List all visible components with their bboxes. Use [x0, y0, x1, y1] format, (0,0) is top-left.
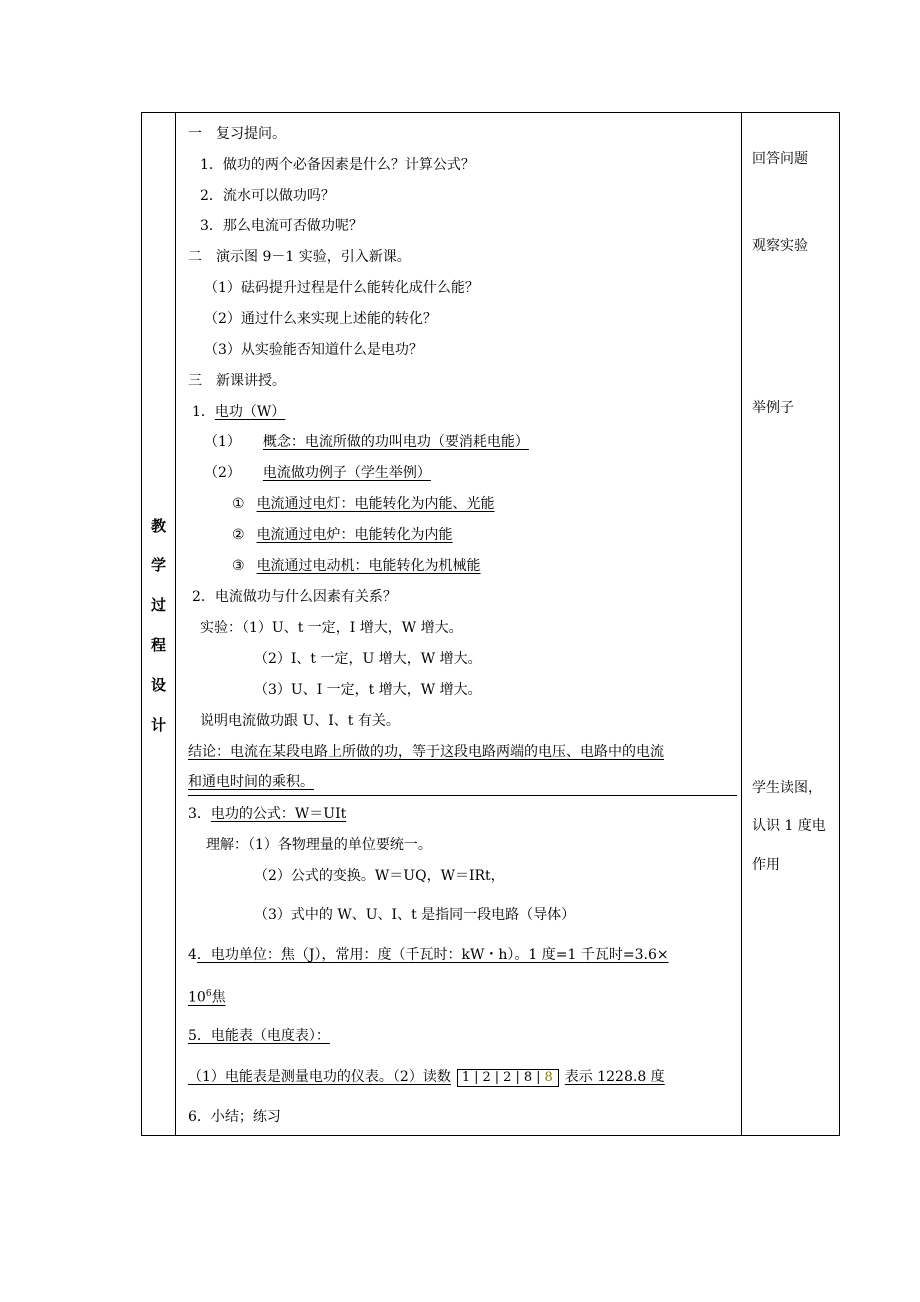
review-title: 一 复习提问。	[188, 126, 286, 142]
formula-text: 电功的公式：W＝UIt	[210, 806, 347, 822]
demo-title: 二 演示图 9－1 实验，引入新课。	[188, 249, 411, 265]
meter-separator: |	[494, 1070, 501, 1085]
point-4-line-1	[188, 946, 669, 964]
experiment-label: 实验：	[200, 620, 242, 636]
experiment-2: （2）I、t 一定，U 增大，W 增大。	[254, 651, 482, 667]
understanding-label: 理解：	[206, 837, 248, 853]
conclusion-line-1: 结论：电流在某段电路上所做的功，等于这段电路两端的电压、电路中的电流	[188, 744, 664, 760]
point-5-title: 5．电能表（电度表）：	[188, 1028, 330, 1044]
point-3	[188, 805, 346, 823]
meter-reading-box	[457, 1069, 559, 1087]
explanation: 说明电流做功跟 U、I、t 有关。	[200, 713, 400, 729]
example-3	[232, 557, 481, 575]
demo-question-1: （1）砝码提升过程是什么能转化成什么能？	[204, 280, 479, 296]
understanding-1	[206, 836, 432, 854]
meter-separator: |	[515, 1070, 521, 1085]
point-1	[192, 403, 285, 421]
demo-question-3: （3）从实验能否知道什么是电功？	[204, 342, 423, 358]
review-question-3: 3．那么电流可否做功呢？	[200, 218, 363, 234]
example-text: 电流通过电炉：电能转化为内能	[256, 527, 453, 543]
meter-meaning: 表示 1228.8 度	[564, 1069, 665, 1085]
side-label-char: 计	[150, 716, 166, 734]
experiment-text: （1）U、t 一定，I 增大，W 增大。	[242, 620, 463, 636]
understanding-2: （2）公式的变换。W＝UQ，W＝IRt，	[254, 868, 505, 884]
point-1-examples	[204, 464, 431, 482]
column-divider-right	[741, 113, 742, 1135]
conclusion-rule	[188, 795, 737, 796]
circled-number: ③	[232, 558, 245, 574]
point-5-meter-line	[188, 1068, 665, 1087]
meter-digit: 1	[461, 1070, 472, 1085]
understanding-3: （3）式中的 W、U、I、t 是指同一段电路（导体）	[254, 907, 576, 923]
point-4-number: 4	[188, 947, 197, 963]
power-exponent: 6	[205, 989, 212, 999]
point-4-line-2	[188, 985, 226, 1007]
note-observe: 观察实验	[752, 238, 808, 254]
review-question-2: 2．流水可以做功吗？	[200, 188, 335, 204]
item-number: （2）	[204, 465, 241, 481]
experiment-3: （3）U、I 一定，t 增大，W 增大。	[254, 682, 482, 698]
note-examples: 举例子	[752, 400, 794, 416]
note-answer: 回答问题	[752, 151, 808, 167]
item-number: （1）	[204, 434, 241, 450]
example-text: 电流通过电动机：电能转化为机械能	[256, 558, 481, 574]
lesson-table	[141, 112, 840, 1136]
side-label-char: 设	[150, 676, 166, 694]
meter-separator: |	[536, 1070, 542, 1085]
meter-description: （1）电能表是测量电功的仪表。（2）读数	[188, 1069, 451, 1085]
side-label-char: 过	[150, 596, 166, 614]
side-label-char: 教	[150, 517, 166, 535]
side-label-char: 学	[150, 556, 166, 574]
column-divider-left	[175, 113, 176, 1135]
understanding-text: （1）各物理量的单位要统一。	[248, 837, 432, 853]
point-1-concept	[204, 433, 529, 451]
new-lesson-title: 三 新课讲授。	[188, 373, 286, 389]
note-reading-1: 学生读图，	[752, 780, 822, 796]
meter-decimal-digit: 8	[544, 1070, 554, 1085]
conclusion-line-2: 和通电时间的乘积。	[188, 774, 314, 790]
power-base: 10	[188, 989, 206, 1006]
meter-separator: |	[474, 1070, 480, 1085]
example-1	[232, 495, 495, 513]
example-text: 电流通过电灯：电能转化为内能、光能	[256, 496, 495, 512]
circled-number: ②	[232, 527, 245, 543]
review-question-1: 1．做功的两个必备因素是什么？计算公式？	[200, 157, 475, 173]
point-3-number: 3．	[188, 806, 211, 822]
meter-digit: 2	[503, 1070, 513, 1085]
note-reading-2: 认识 1 度电	[752, 818, 826, 834]
demo-question-2: （2）通过什么来实现上述能的转化？	[204, 311, 437, 327]
experiment-1	[200, 619, 463, 637]
concept-text: 概念：电流所做的功叫电功（要消耗电能）	[262, 434, 529, 450]
unit-joule: 焦	[211, 989, 226, 1006]
point-1-number: 1．	[192, 404, 215, 420]
examples-text: 电流做功例子（学生举例）	[262, 465, 431, 481]
unit-text: ．电功单位：焦（J），常用：度（千瓦时：kW・h）。1 度=1 千瓦时=3.6×	[196, 947, 669, 963]
point-2-title: 2．电流做功与什么因素有关系？	[192, 589, 397, 605]
summary: 6．小结；练习	[188, 1109, 281, 1125]
meter-digit: 8	[523, 1070, 534, 1085]
meter-digit: 2	[482, 1070, 492, 1085]
side-label-char: 程	[150, 636, 166, 654]
example-2	[232, 526, 453, 544]
note-reading-3: 作用	[752, 857, 780, 873]
point-1-heading: 电功（W）	[214, 404, 286, 420]
circled-number: ①	[232, 496, 245, 512]
side-label-column	[142, 113, 175, 1135]
